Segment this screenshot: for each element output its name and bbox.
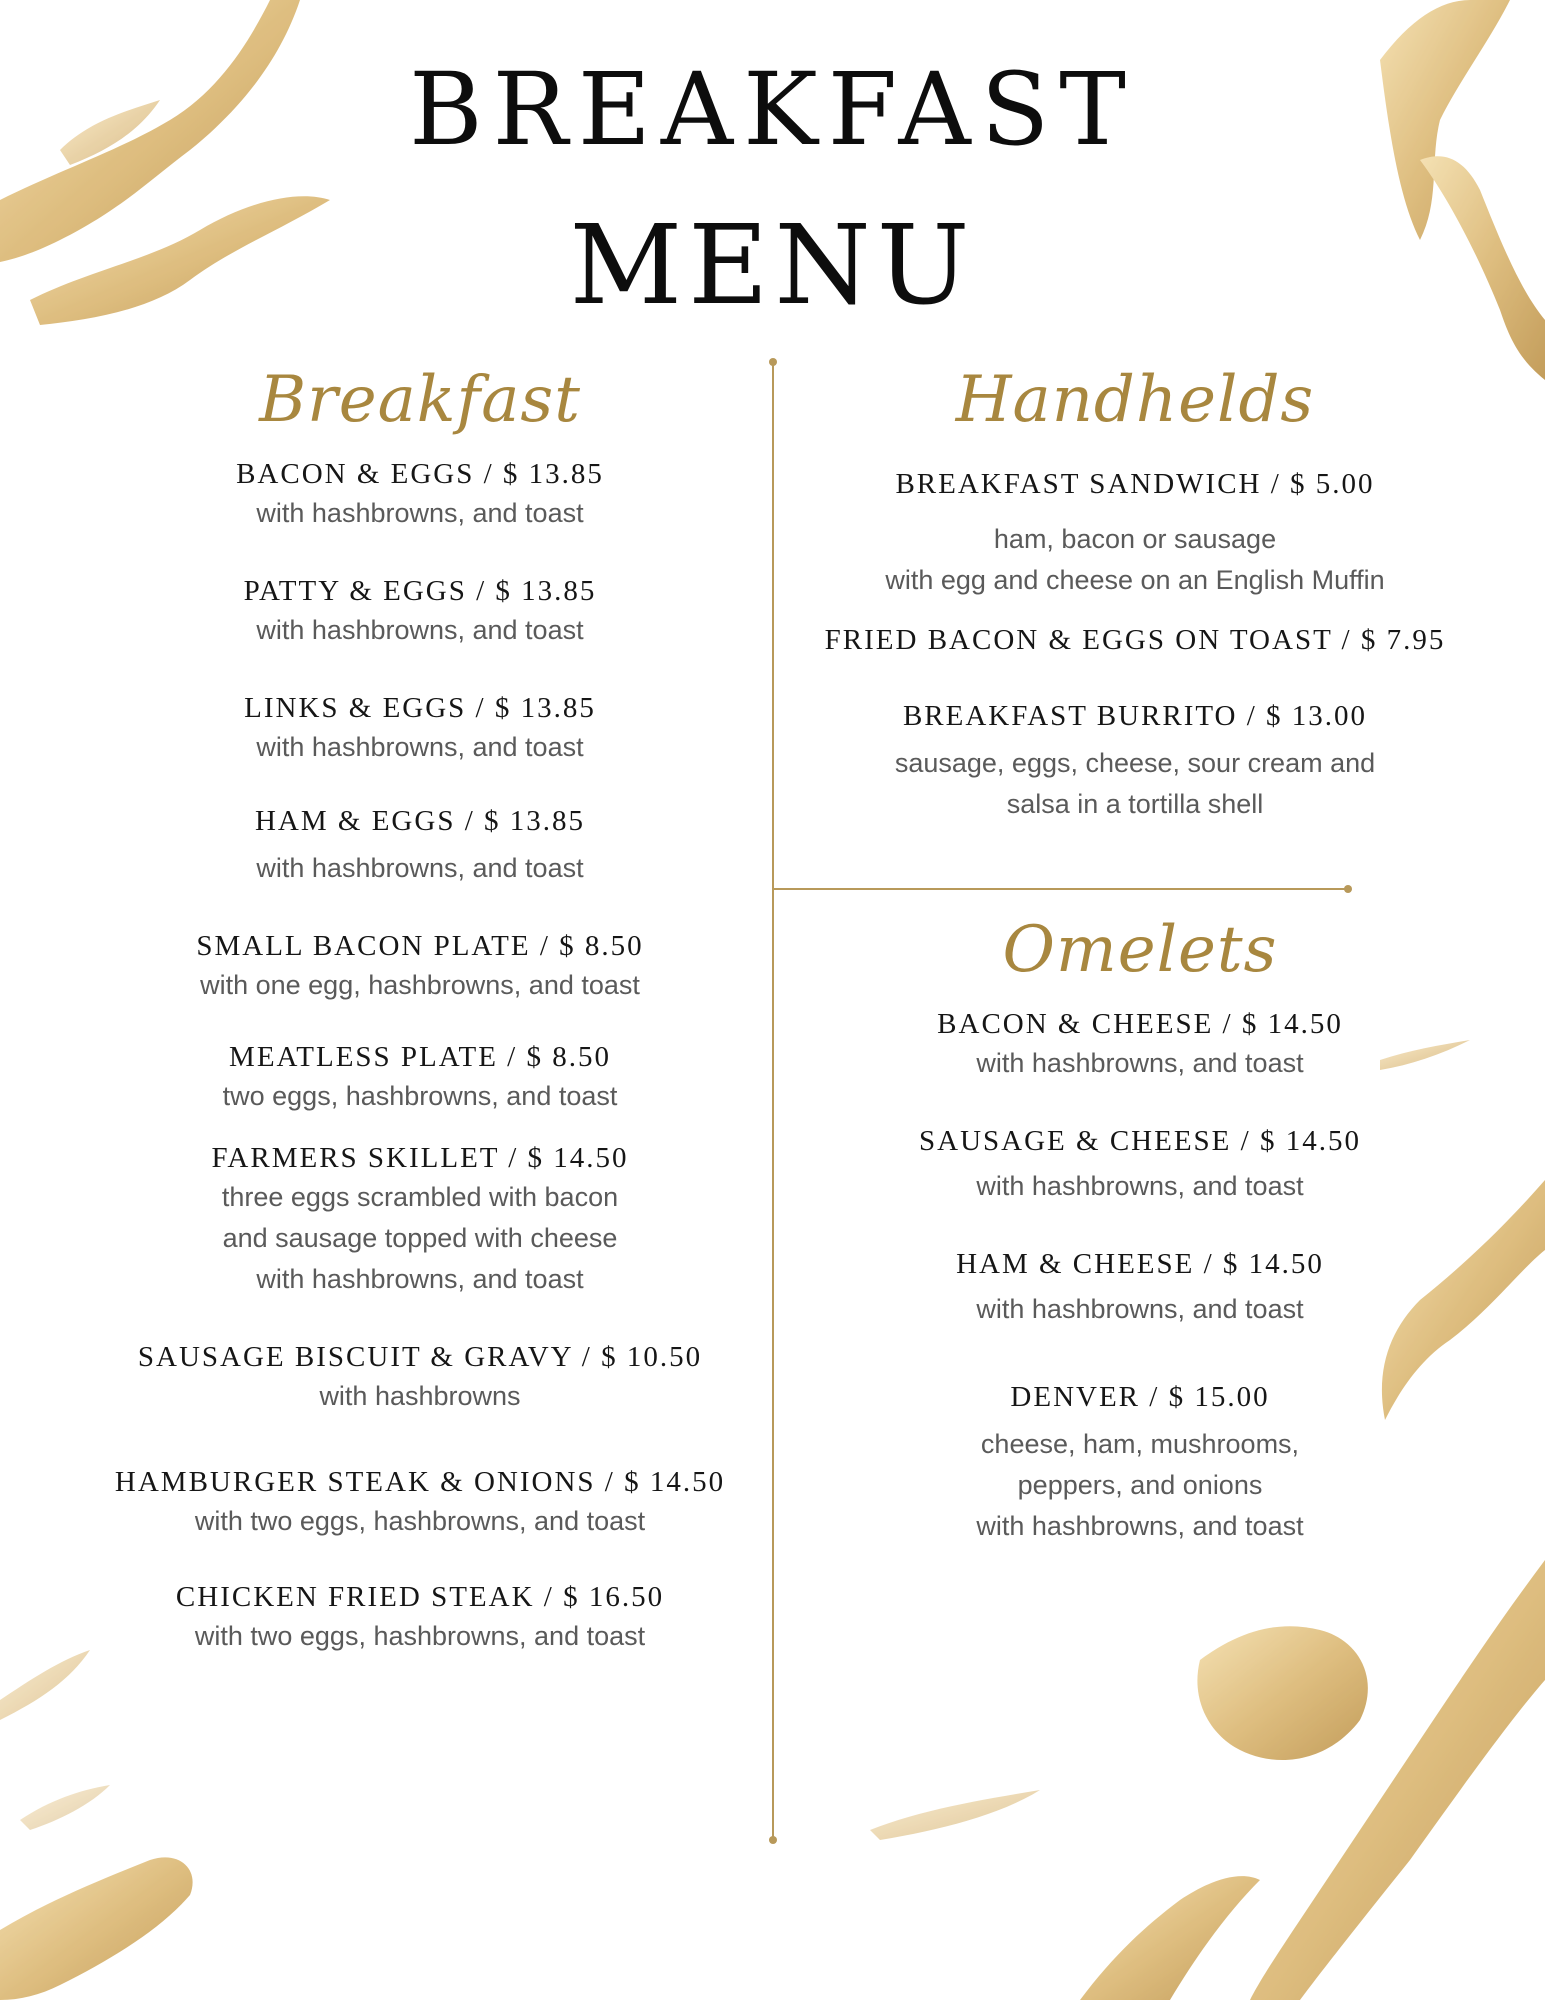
item-name: FARMERS SKILLET / $ 14.50 (211, 1142, 629, 1174)
omelets-section (860, 905, 1420, 1547)
item-description: salsa in a tortilla shell (1006, 789, 1264, 819)
menu-item (110, 802, 730, 889)
menu-item (800, 465, 1470, 601)
menu-item (800, 621, 1470, 659)
item-name: SAUSAGE & CHEESE / $ 14.50 (919, 1125, 1361, 1157)
item-name: BREAKFAST BURRITO / $ 13.00 (902, 700, 1368, 732)
item-name: LINKS & EGGS / $ 13.85 (244, 692, 596, 724)
item-description: cheese, ham, mushrooms, (980, 1429, 1300, 1459)
item-description: with hashbrowns, and toast (976, 1294, 1304, 1324)
item-name: HAMBURGER STEAK & ONIONS / $ 14.50 (114, 1466, 726, 1498)
item-description: sausage, eggs, cheese, sour cream and (894, 748, 1376, 778)
item-description: with hashbrowns, and toast (256, 1264, 584, 1294)
menu-item (110, 1578, 730, 1657)
item-description: with hashbrowns, and toast (976, 1171, 1304, 1201)
menu-item (110, 1463, 730, 1542)
item-description: and sausage topped with cheese (222, 1223, 618, 1253)
section-heading-handhelds: Handhelds (955, 363, 1315, 437)
item-description: with hashbrowns, and toast (256, 732, 584, 762)
item-description: with hashbrowns, and toast (976, 1511, 1304, 1541)
item-description: with hashbrowns, and toast (256, 615, 584, 645)
menu-item (110, 455, 730, 534)
menu-item (800, 697, 1470, 825)
section-heading-omelets: Omelets (1002, 913, 1278, 987)
section-heading-breakfast: Breakfast (259, 363, 581, 437)
item-name: SAUSAGE BISCUIT & GRAVY / $ 10.50 (137, 1341, 703, 1373)
menu-item (110, 1139, 730, 1300)
item-name: MEATLESS PLATE / $ 8.50 (229, 1041, 611, 1073)
item-name: SMALL BACON PLATE / $ 8.50 (196, 930, 644, 962)
menu-item (110, 1038, 730, 1117)
item-description: with hashbrowns, and toast (976, 1048, 1304, 1078)
item-description: three eggs scrambled with bacon (221, 1182, 619, 1212)
item-name: CHICKEN FRIED STEAK / $ 16.50 (175, 1581, 665, 1613)
item-name: HAM & EGGS / $ 13.85 (254, 805, 585, 837)
menu-item (860, 1245, 1420, 1330)
breakfast-section (110, 355, 730, 1657)
item-description: with egg and cheese on an English Muffin (885, 565, 1385, 595)
item-description: two eggs, hashbrowns, and toast (222, 1081, 618, 1111)
menu-item (110, 572, 730, 651)
item-name: BACON & EGGS / $ 13.85 (236, 458, 604, 490)
item-description: with two eggs, hashbrowns, and toast (194, 1506, 646, 1536)
item-name: BREAKFAST SANDWICH / $ 5.00 (895, 468, 1375, 500)
menu-item (110, 689, 730, 768)
handhelds-section (800, 355, 1470, 825)
menu-item (860, 1378, 1420, 1547)
item-name: FRIED BACON & EGGS ON TOAST / $ 7.95 (824, 624, 1446, 656)
item-name: BACON & CHEESE / $ 14.50 (937, 1008, 1343, 1040)
vertical-divider (772, 362, 774, 1840)
menu-title-line2: MENU (569, 201, 976, 329)
item-description: ham, bacon or sausage (993, 524, 1277, 554)
menu-item (860, 1005, 1420, 1084)
item-name: DENVER / $ 15.00 (1010, 1381, 1270, 1413)
menu-title-line1: BREAKFAST (409, 51, 1136, 168)
item-name: PATTY & EGGS / $ 13.85 (243, 575, 597, 607)
item-description: with hashbrowns, and toast (256, 498, 584, 528)
item-description: with one egg, hashbrowns, and toast (200, 970, 640, 1000)
item-description: peppers, and onions (1017, 1470, 1263, 1500)
item-description: with hashbrowns, and toast (256, 853, 584, 883)
menu-item (110, 1338, 730, 1417)
item-description: with two eggs, hashbrowns, and toast (194, 1621, 646, 1651)
menu-item (110, 927, 730, 1006)
horizontal-divider (773, 888, 1348, 890)
item-name: HAM & CHEESE / $ 14.50 (956, 1248, 1324, 1280)
item-description: with hashbrowns (319, 1381, 521, 1411)
menu-item (860, 1122, 1420, 1207)
